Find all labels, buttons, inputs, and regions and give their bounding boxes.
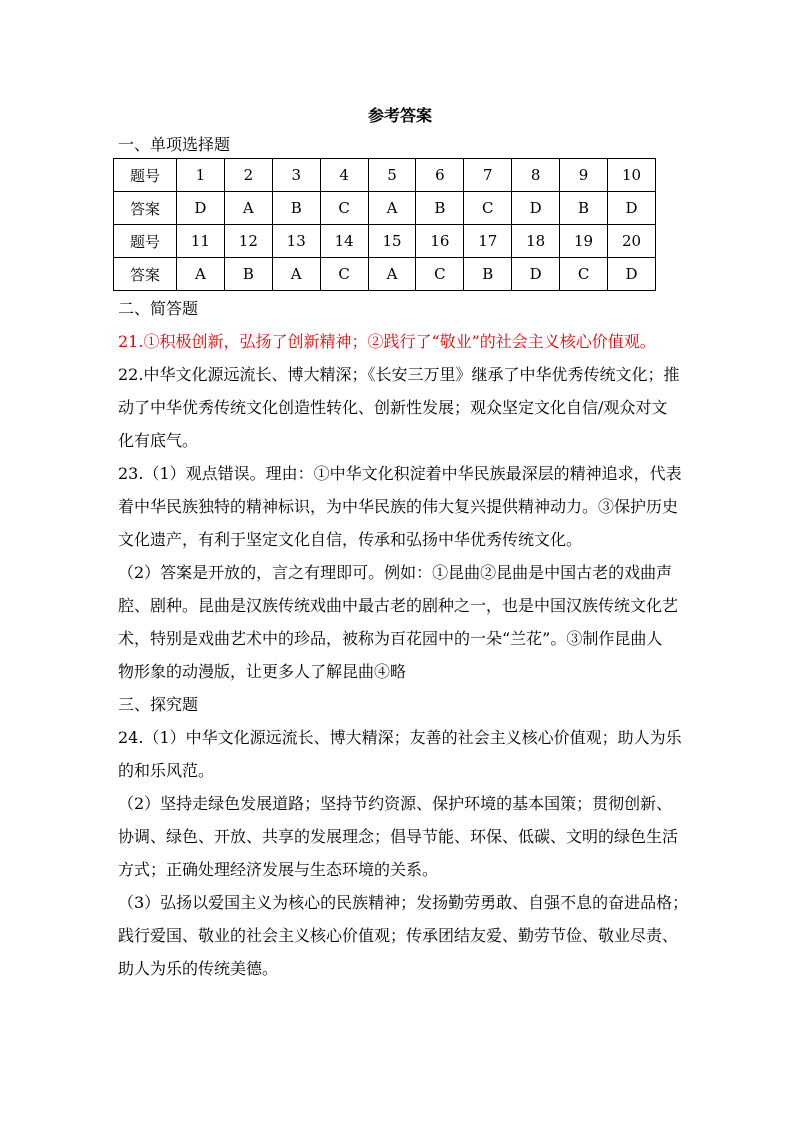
table-cell: B [224, 258, 272, 291]
q23-p1-line-3: 文化遗产，有利于坚定文化自信，传承和弘扬中华优秀传统文化。 [118, 530, 583, 549]
section-2 [118, 292, 693, 688]
q24-p1-line-1: 24.（1）中华文化源远流长、博大精深；友善的社会主义核心价值观；助人为乐 [118, 728, 682, 747]
section-1-heading: 一、单项选择题 [118, 135, 231, 154]
q23-p2-line-1: （2）答案是开放的，言之有理即可。例如：①昆曲②昆曲是中国古老的戏曲声 [118, 563, 673, 582]
table-row [114, 192, 656, 225]
table-cell: 10 [608, 159, 656, 192]
q23-answer [118, 457, 693, 688]
q21-answer: 21.①积极创新，弘扬了创新精神；②践行了“敬业”的社会主义核心价值观。 [118, 332, 656, 351]
table-cell: B [464, 258, 512, 291]
table-cell: B [560, 192, 608, 225]
table-cell: D [177, 192, 225, 225]
section-3-heading: 三、探究题 [118, 695, 199, 714]
table-cell: C [464, 192, 512, 225]
table-cell: A [272, 258, 320, 291]
section-2-heading: 二、简答题 [118, 299, 199, 318]
table-cell: A [368, 258, 416, 291]
table-cell: A [177, 258, 225, 291]
table-cell: 2 [224, 159, 272, 192]
table-cell: B [416, 192, 464, 225]
table-row [114, 159, 656, 192]
q23-p1-line-2: 着中华民族独特的精神标识，为中华民族的伟大复兴提供精神动力。③保护历史 [118, 497, 679, 516]
q24-p1-line-2: 的和乐风范。 [118, 761, 215, 780]
table-cell: 9 [560, 159, 608, 192]
table-cell: 15 [368, 225, 416, 258]
table-cell: 12 [224, 225, 272, 258]
table-cell: D [512, 258, 560, 291]
q24-p3-line-3: 助人为乐的传统美德。 [118, 959, 279, 978]
table-cell: 8 [512, 159, 560, 192]
q22-line-3: 化有底气。 [118, 431, 199, 450]
q24-p3-line-2: 践行爱国、敬业的社会主义核心价值观；传承团结友爱、勤劳节俭、敬业尽责、 [118, 926, 679, 945]
q24-answer [118, 721, 693, 985]
table-cell: C [320, 258, 368, 291]
table-cell: A [368, 192, 416, 225]
table-cell: 1 [177, 159, 225, 192]
q24-p2-line-1: （2）坚持走绿色发展道路；坚持节约资源、保护环境的基本国策；贯彻创新、 [118, 794, 673, 813]
q22-line-2: 动了中华优秀传统文化创造性转化、创新性发展；观众坚定文化自信/观众对文 [118, 398, 668, 417]
table-cell: 13 [272, 225, 320, 258]
table-row-header: 题号 [114, 159, 177, 192]
table-cell: 5 [368, 159, 416, 192]
table-row-header: 答案 [114, 192, 177, 225]
table-cell: 4 [320, 159, 368, 192]
table-cell: 18 [512, 225, 560, 258]
table-cell: 16 [416, 225, 464, 258]
q24-p3-line-1: （3）弘扬以爱国主义为核心的民族精神；发扬勤劳勇敢、自强不息的奋进品格； [118, 893, 689, 912]
section-1 [118, 128, 693, 161]
table-cell: D [608, 258, 656, 291]
page-title: 参考答案 [367, 106, 432, 125]
table-row [114, 258, 656, 291]
table-row-header: 题号 [114, 225, 177, 258]
answer-table [113, 158, 656, 291]
table-cell: A [224, 192, 272, 225]
q23-p2-line-3: 术，特别是戏曲艺术中的珍品，被称为百花园中的一朵“兰花”。③制作昆曲人 [118, 629, 663, 648]
table-cell: 14 [320, 225, 368, 258]
table-cell: 19 [560, 225, 608, 258]
q24-p2-line-3: 方式；正确处理经济发展与生态环境的关系。 [118, 860, 439, 879]
table-cell: 11 [177, 225, 225, 258]
q23-p2-line-2: 腔、剧种。昆曲是汉族传统戏曲中最古老的剧种之一，也是中国汉族传统文化艺 [118, 596, 679, 615]
table-cell: D [608, 192, 656, 225]
table-cell: 3 [272, 159, 320, 192]
table-cell: 7 [464, 159, 512, 192]
table-cell: 17 [464, 225, 512, 258]
q22-line-1: 22.中华文化源远流长、博大精深；《长安三万里》继承了中华优秀传统文化；推 [118, 365, 680, 384]
table-cell: D [512, 192, 560, 225]
q23-p2-line-4: 物形象的动漫版，让更多人了解昆曲④略 [118, 662, 407, 681]
table-cell: B [272, 192, 320, 225]
table-row [114, 225, 656, 258]
q23-p1-line-1: 23.（1）观点错误。理由：①中华文化积淀着中华民族最深层的精神追求，代表 [118, 464, 682, 483]
table-cell: C [560, 258, 608, 291]
table-cell: C [320, 192, 368, 225]
table-cell: 20 [608, 225, 656, 258]
table-cell: C [416, 258, 464, 291]
table-cell: 6 [416, 159, 464, 192]
q24-p2-line-2: 协调、绿色、开放、共享的发展理念；倡导节能、环保、低碳、文明的绿色生活 [118, 827, 679, 846]
table-row-header: 答案 [114, 258, 177, 291]
q22-answer [118, 358, 693, 457]
section-3 [118, 688, 693, 985]
